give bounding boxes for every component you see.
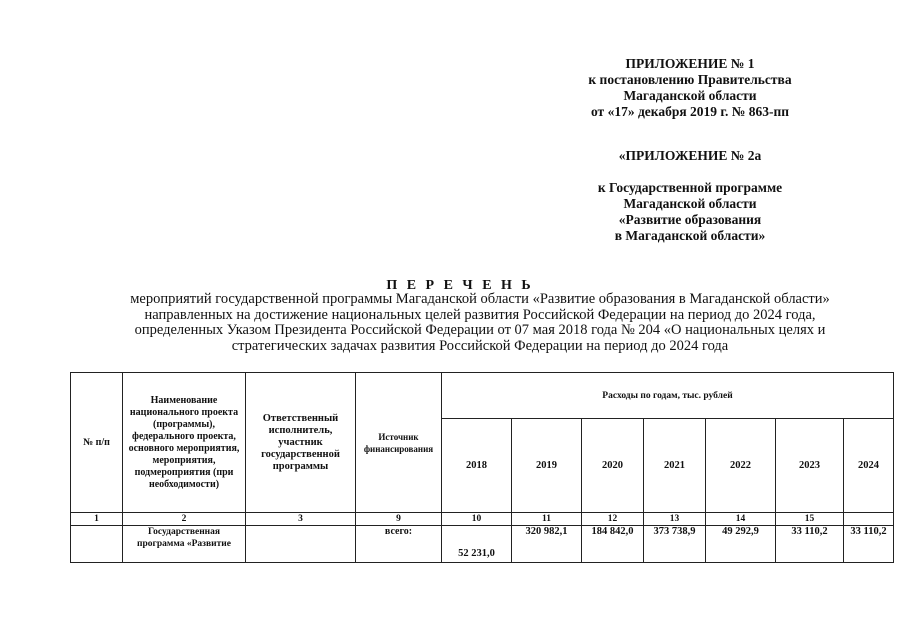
list-title: П Е Р Е Ч Е Н Ь [386,278,534,293]
row-value-2022: 49 292,9 [706,526,776,563]
header-source: Источник финансирования [356,373,442,513]
column-number: 12 [582,513,644,526]
header-num: № п/п [71,373,123,513]
subtitle-line: определенных Указом Президента Российской Федерации от 07 мая 2018 года № 204 «О национальных целях и [134,322,826,338]
row-value-2019: 320 982,1 [512,526,582,563]
header-year-2022: 2022 [706,419,776,513]
appendix-2a-title: «ПРИЛОЖЕНИЕ № 2а [618,148,762,163]
row-name: Государственная программа «Развитие [123,526,246,563]
list-subtitle [100,292,860,354]
column-number: 13 [644,513,706,526]
column-number: 9 [356,513,442,526]
column-number: 1 [71,513,123,526]
subtitle-line: стратегических задачах развития Российской Федерации на период до 2024 года [231,337,729,354]
subtitle-line: направленных на достижение национальных целей развития Российской Федерации на период до 2024 года, [144,306,816,323]
header-year-2020: 2020 [582,419,644,513]
column-number-blank [844,513,894,526]
header-year-2019: 2019 [512,419,582,513]
appendix-2a-block [560,148,820,244]
row-value-2021: 373 738,9 [644,526,706,563]
appendix-2a-line: Магаданской области [623,196,757,211]
header-expenses: Расходы по годам, тыс. рублей [442,373,894,419]
expenses-table [70,372,894,563]
row-responsible [246,526,356,563]
appendix-1-line: к постановлению Правительства [588,72,792,87]
column-number: 15 [776,513,844,526]
appendix-1-title: ПРИЛОЖЕНИЕ № 1 [625,56,755,71]
header-year-2021: 2021 [644,419,706,513]
appendix-2a-line: «Развитие образования [618,212,762,227]
header-responsible: Ответственный исполнитель, участник государственной программы [246,373,356,513]
row-num [71,526,123,563]
row-source: всего: [356,526,442,563]
appendix-2a-line: в Магаданской области» [614,228,766,243]
row-value-2024: 33 110,2 [844,526,894,563]
header-name: Наименование национального проекта (программы), федерального проекта, основного мероприятия, мероприятия, подмероприятия (при необходимости) [123,373,246,513]
header-year-2023: 2023 [776,419,844,513]
row-value-2018: 52 231,0 [442,526,512,563]
table-row [71,526,894,563]
row-value-2020: 184 842,0 [582,526,644,563]
header-year-2018: 2018 [442,419,512,513]
column-number: 11 [512,513,582,526]
column-number: 3 [246,513,356,526]
appendix-1-date: от «17» декабря 2019 г. № 863-пп [590,104,789,119]
subtitle-line: мероприятий государственной программы Магаданской области «Развитие образования в Магаданской области» [130,291,830,307]
appendix-1-block [560,56,820,120]
column-number: 10 [442,513,512,526]
row-value-2023: 33 110,2 [776,526,844,563]
column-number: 14 [706,513,776,526]
appendix-2a-line: к Государственной программе [597,180,783,195]
header-year-2024: 2024 [844,419,894,513]
appendix-1-line: Магаданской области [623,88,757,103]
column-number: 2 [123,513,246,526]
